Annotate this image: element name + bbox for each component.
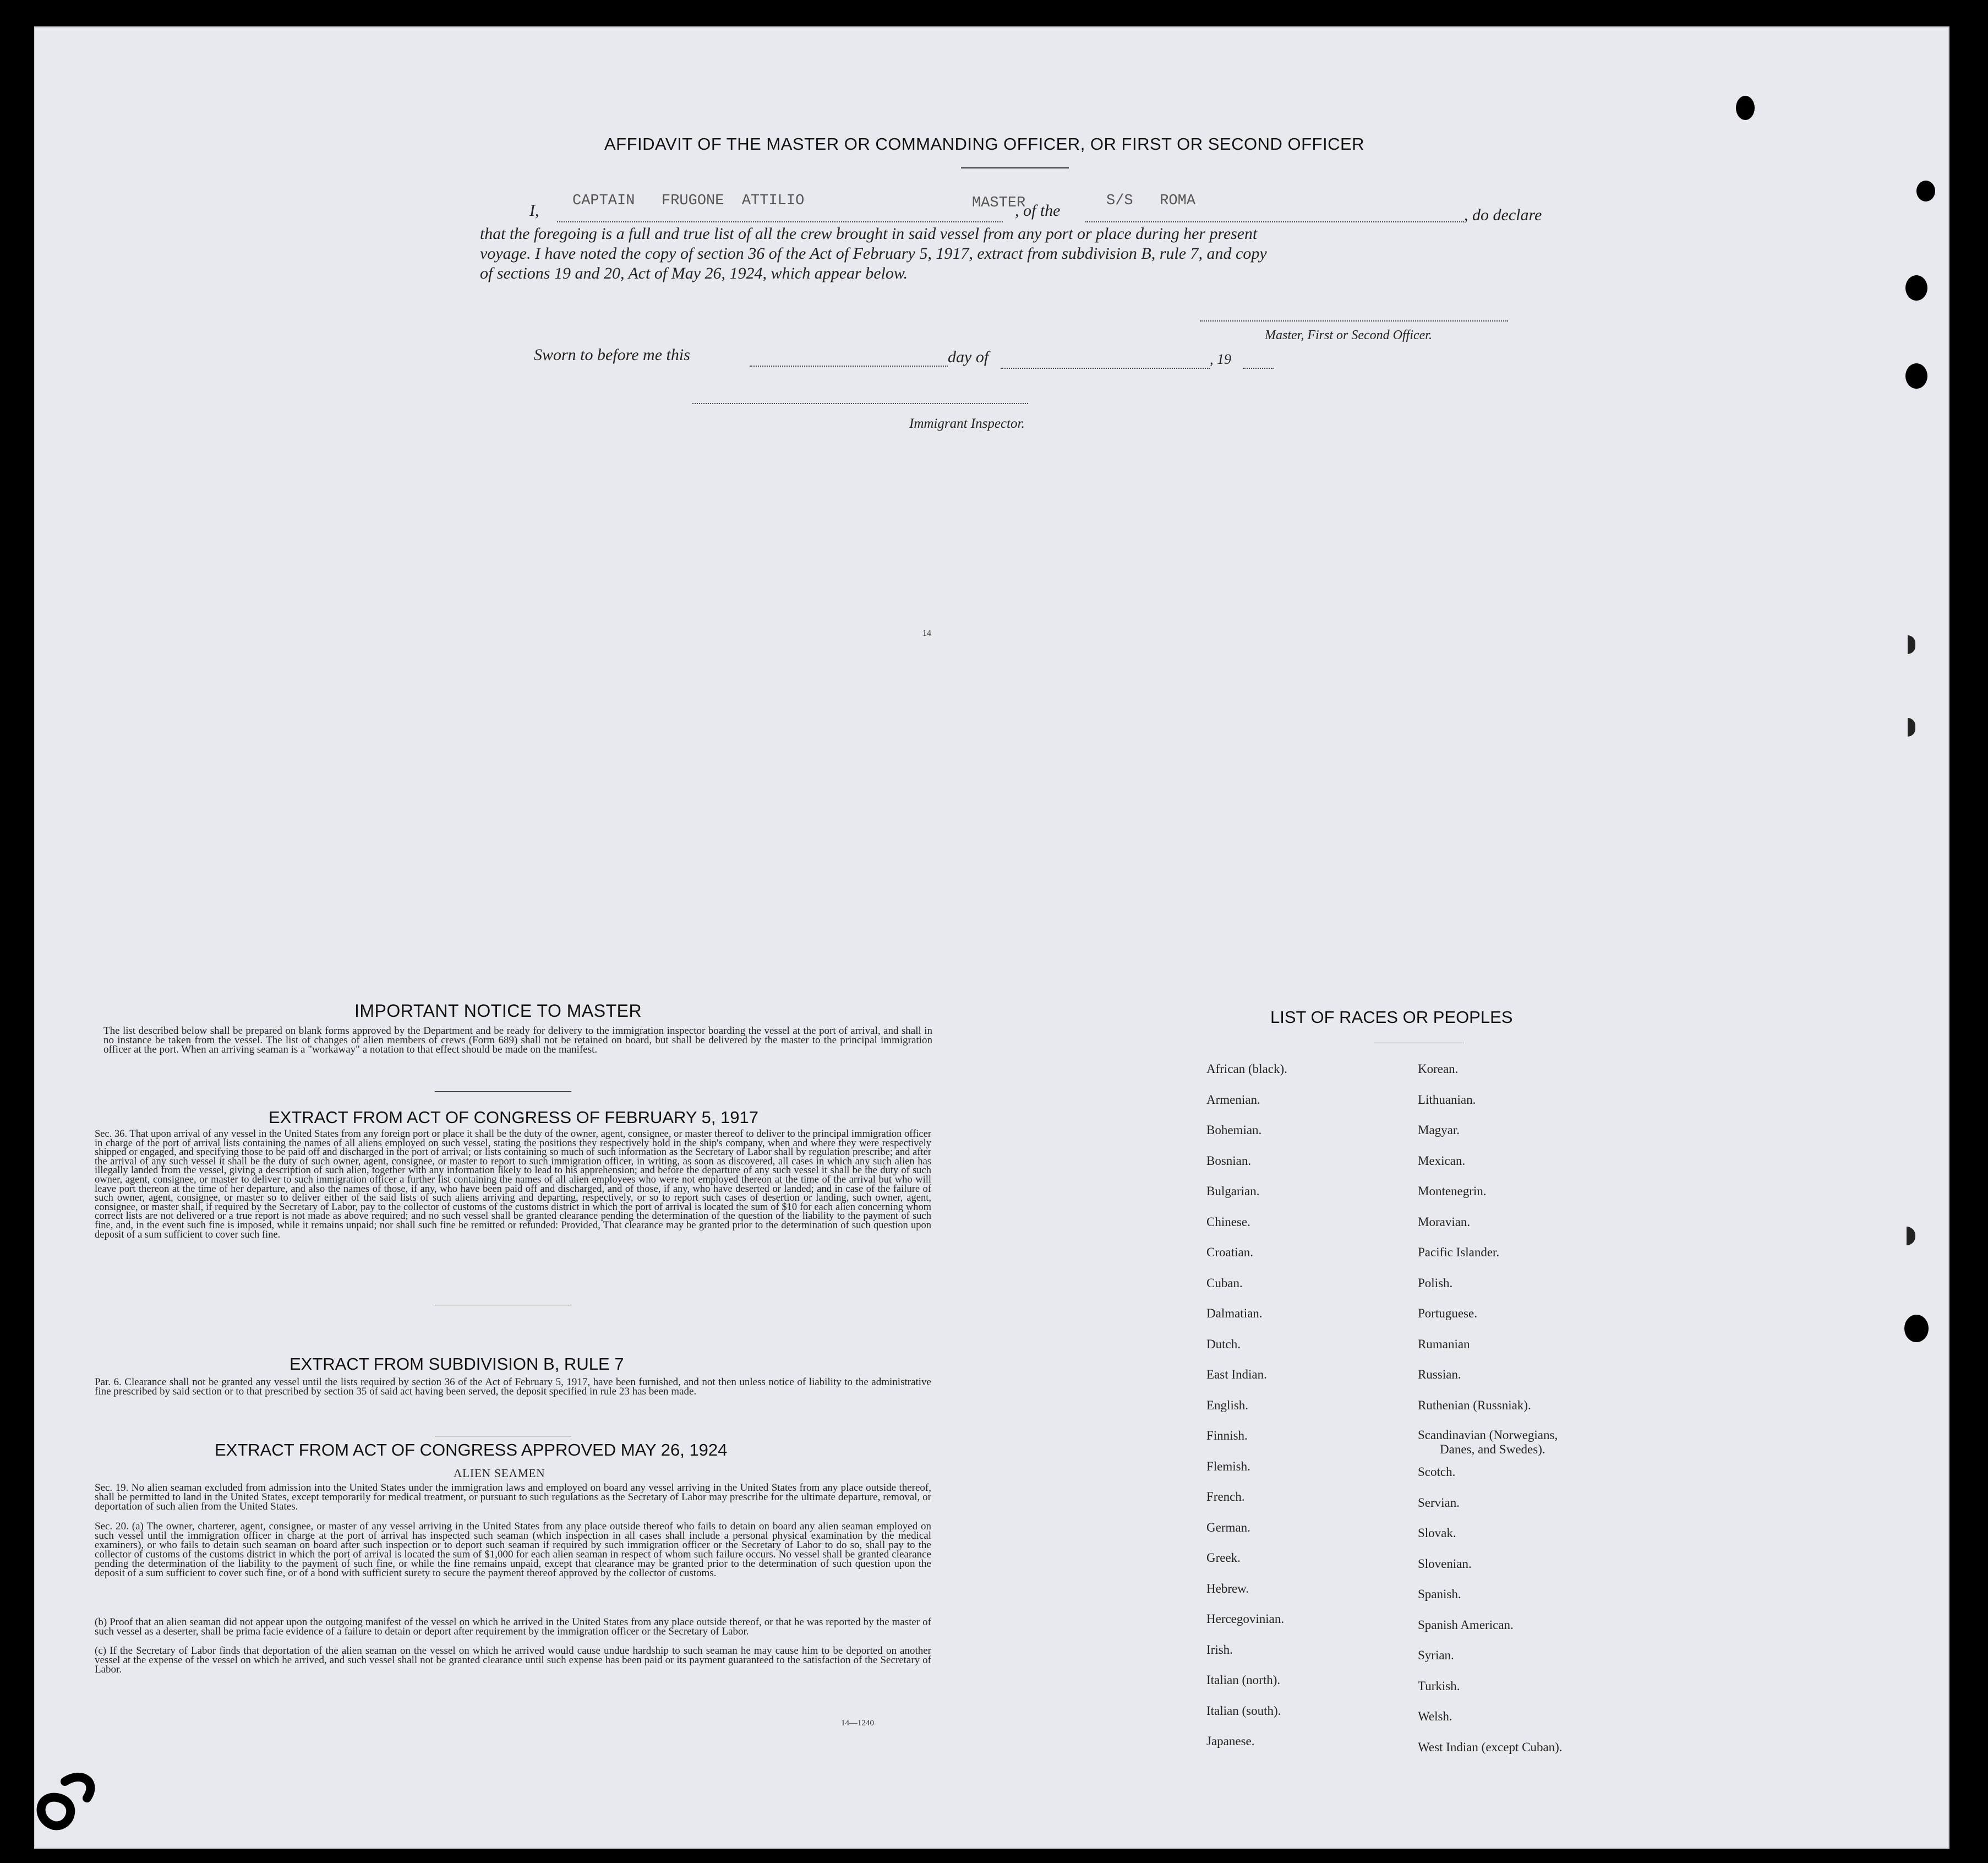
race-item: Armenian.: [1206, 1092, 1260, 1107]
race-item: Servian.: [1418, 1495, 1460, 1510]
master-signature-line[interactable]: [1200, 318, 1508, 322]
race-item: Montenegrin.: [1418, 1184, 1487, 1198]
race-item: Greek.: [1206, 1551, 1241, 1565]
race-item: English.: [1206, 1398, 1249, 1412]
punch-hole: [1736, 96, 1755, 120]
affidavit-line2: that the foregoing is a full and true list of all the crew brought in said vessel from any port or place during her present: [480, 225, 1258, 243]
page-mark: 14: [922, 629, 931, 638]
captain-rank: MASTER: [972, 195, 1026, 211]
race-item: Italian (south).: [1206, 1703, 1281, 1718]
divider: [961, 167, 1069, 168]
extract-1924-title: EXTRACT FROM ACT OF CONGRESS APPROVED MAY 26, 1924: [215, 1440, 728, 1459]
race-item: West Indian (except Cuban).: [1418, 1740, 1563, 1754]
race-item: Croatian.: [1206, 1245, 1253, 1259]
notice-text: The list described below shall be prepared on blank forms approved by the Department and be ready for delivery to the immigration inspector boarding the vessel at the port of arrival, and shall in no instance be taken from the vessel. The list of changes of alien members of crews (Form 689) shall not be retained on board, but shall be delivered by the master to the principal immigration officer at the port. When an arriving seaman is a "workaway" a notation to that effect should be made on the manifest.: [103, 1025, 932, 1055]
race-item: Spanish.: [1418, 1587, 1461, 1601]
extract-rule7-text: Par. 6. Clearance shall not be granted any vessel until the lists required by section 36 of the Act of February 5, 1917, have been furnished, and not then unless notice of liability to the administrative fine prescribed by said section or to that prescribed by section 35 of said act having been served, the deposit specified in rule 23 has been made.: [95, 1376, 931, 1397]
race-item: Korean.: [1418, 1062, 1459, 1076]
extract-1917-text: Sec. 36. That upon arrival of any vessel in the United States from any foreign port or place it shall be the duty of the owner, agent, consignee, or master thereof to deliver to the principal immigration officer in charge of the port of arrival lists containing the names of all aliens employed on such vessel, stating the positions they respectively hold in the ship's company, when and where they were respectively shipped or engaged, and specifying those to be paid off and discharged in the port of arrival; or lists containing so much of such information as the Secretary of Labor shall by regulation prescribe; and after the arrival of any such vessel it shall be the duty of such owner, agent, consignee, or master to report to such immigration officer, in writing, as soon as discovered, all cases in which any such alien has illegally landed from the vessel, giving a description of such alien, together with any information likely to lead to his apprehension; and before the departure of any such vessel it shall be the duty of such owner, agent, consignee, or master to deliver to such immigration officer a further list containing the names of all alien employees who were not employed thereon at the time of the arrival but who will leave port thereon at the time of her departure, and also the names of those, if any, who have been paid off and discharged, and of those, if any, who have deserted or landed; and in case of the failure of such owner, agent, consignee, or master so to deliver either of the said lists of such aliens arriving and departing, respectively, or so to report such cases of desertion or landing, such owner, agent, consignee, or master shall, if required by the Secretary of Labor, pay to the collector of customs of the customs district in which the port of arrival is located the sum of $10 for each alien concerning whom correct lists are not delivered or a true report is not made as above required; and no such vessel shall be granted clearance pending the determination of the question of the liability to the payment of such fine, and, in the event such fine is imposed, while it remains unpaid; nor shall such fine be remitted or refunded: Provided, That clearance may be granted prior to the determination of such question upon deposit of a sum sufficient to cover such fine.: [95, 1129, 931, 1240]
punch-hole: [1904, 1315, 1929, 1342]
binder-mark: [1908, 718, 1915, 737]
race-item: Bulgarian.: [1206, 1184, 1260, 1198]
document-page: [34, 26, 1949, 1849]
race-item: Moravian.: [1418, 1214, 1471, 1229]
extract-rule7-title: EXTRACT FROM SUBDIVISION B, RULE 7: [290, 1354, 624, 1374]
affidavit-line4: of sections 19 and 20, Act of May 26, 1924, which appear below.: [480, 264, 908, 282]
race-item: Slovenian.: [1418, 1556, 1472, 1571]
sworn-day-field[interactable]: [750, 349, 948, 367]
race-item: Irish.: [1206, 1642, 1233, 1657]
affidavit-title: AFFIDAVIT OF THE MASTER OR COMMANDING OFFICER, OR FIRST OR SECOND OFFICER: [604, 134, 1365, 154]
race-item: German.: [1206, 1520, 1250, 1534]
race-item: Dalmatian.: [1206, 1306, 1263, 1320]
race-item: Magyar.: [1418, 1123, 1460, 1137]
affidavit-line3: voyage. I have noted the copy of section 36 of the Act of February 5, 1917, extract from subdivision B, rule 7, and copy: [480, 244, 1267, 263]
race-item: Rumanian: [1418, 1337, 1470, 1351]
race-item: East Indian.: [1206, 1368, 1267, 1381]
race-item: Bohemian.: [1206, 1123, 1262, 1137]
punch-hole: [1905, 363, 1927, 389]
race-item: Chinese.: [1206, 1214, 1250, 1229]
binder-mark: [1907, 1227, 1915, 1245]
race-item: Dutch.: [1206, 1337, 1241, 1351]
extract-1917-title: EXTRACT FROM ACT OF CONGRESS OF FEBRUARY 5, 1917: [269, 1108, 759, 1127]
year-label: , 19: [1210, 351, 1231, 367]
master-signature-label: Master, First or Second Officer.: [1265, 328, 1432, 342]
alien-seamen-subtitle: ALIEN SEAMEN: [454, 1467, 545, 1480]
races-column-2: [1418, 1054, 1563, 1762]
extract-1924-sec20c: (c) If the Secretary of Labor finds that deportation of the alien seaman on the vessel on which he arrived would cause undue hardship to such seaman he may cause him to be deported on another vessel at the expense of the vessel on which he arrived, and such vessel shall not be granted clearance until such expense has been paid or its payment guaranteed to the satisfaction of the Secretary of Labor.: [95, 1645, 931, 1675]
race-item: Russian.: [1418, 1368, 1461, 1381]
extract-1924-sec20a: Sec. 20. (a) The owner, charterer, agent, consignee, or master of any vessel arriving in the United States from any place outside thereof who fails to detain on board any alien seaman employed on such vessel until the immigration officer in charge at the port of arrival has inspected such seaman (which inspection in all cases shall include a personal physical examination by the medical examiners), or who fails to detain such seaman on board after such inspection or to deport such seaman if required by such immigration officer or the Secretary of Labor to do so, shall pay to the collector of customs of the customs district in which the port of arrival is located the sum of $1,000 for each alien seaman in respect of whom such failure occurs. No vessel shall be granted clearance pending the determination of the liability to the payment of such fine, or while the fine remains unpaid, except that clearance may be granted prior to the determination of such question upon the deposit of a sum sufficient to cover such fine, or of a bond with sufficient surety to secure the payment thereof approved by the collector of customs.: [95, 1521, 931, 1579]
race-item: Spanish American.: [1418, 1617, 1514, 1632]
race-item: Slovak.: [1418, 1526, 1456, 1540]
race-item: Scandinavian (Norwegians,: [1418, 1428, 1558, 1442]
races-column-1: [1206, 1054, 1287, 1757]
race-item: Polish.: [1418, 1276, 1453, 1290]
sworn-label: Sworn to before me this: [534, 346, 690, 364]
affidavit-prefix: I,: [529, 201, 539, 220]
race-item: Danes, and Swedes).: [1440, 1442, 1545, 1456]
sworn-year-field[interactable]: [1243, 355, 1274, 369]
race-item: African (black).: [1206, 1062, 1287, 1076]
punch-hole: [1905, 275, 1927, 301]
inspector-label: Immigrant Inspector.: [909, 416, 1025, 431]
captain-name: CAPTAIN FRUGONE ATTILIO: [572, 193, 805, 209]
declare-label: , do declare: [1464, 206, 1542, 224]
race-item: Portuguese.: [1418, 1306, 1477, 1320]
vessel-name: S/S ROMA: [1106, 193, 1196, 209]
race-item: Finnish.: [1206, 1429, 1248, 1442]
race-item: Flemish.: [1206, 1459, 1250, 1473]
sworn-month-field[interactable]: [1001, 351, 1210, 369]
binder-mark: [1908, 635, 1915, 654]
race-item: Pacific Islander.: [1418, 1245, 1500, 1259]
punch-hole: [1916, 181, 1935, 201]
race-item: Syrian.: [1418, 1648, 1454, 1662]
race-item: Lithuanian.: [1418, 1092, 1476, 1107]
race-item: French.: [1206, 1490, 1245, 1504]
race-item: Scotch.: [1418, 1465, 1456, 1479]
race-item: Hercegovinian.: [1206, 1612, 1285, 1626]
race-item: Cuban.: [1206, 1276, 1243, 1290]
race-item: Ruthenian (Russniak).: [1418, 1398, 1531, 1412]
extract-1924-sec20b: (b) Proof that an alien seaman did not appear upon the outgoing manifest of the vessel on which he arrived in the United States from any place outside thereof, or that he was reported by the master of such vessel as a deserter, shall be prima facie evidence of a failure to detain or deport after requirement by the immigration officer or the Secretary of Labor.: [95, 1616, 931, 1637]
handwritten-mark-icon: [32, 1759, 103, 1837]
race-item: Mexican.: [1418, 1153, 1466, 1168]
day-of-label: day of: [948, 348, 989, 366]
race-item: Italian (north).: [1206, 1673, 1281, 1687]
races-title: LIST OF RACES OR PEOPLES: [1270, 1007, 1513, 1027]
race-item: Bosnian.: [1206, 1153, 1252, 1168]
notice-title: IMPORTANT NOTICE TO MASTER: [354, 1001, 642, 1021]
race-item: Hebrew.: [1206, 1581, 1249, 1595]
extract-1924-sec19: Sec. 19. No alien seaman excluded from admission into the United States under the immigration laws and employed on board any vessel arriving in the United States from any place outside thereof, shall be permitted to land in the United States, except temporarily for medical treatment, or pursuant to such regulations as the Secretary of Labor may prescribe for the ultimate departure, removal, or deportation of such alien from the United States.: [95, 1482, 931, 1512]
race-item: Welsh.: [1418, 1709, 1452, 1723]
inspector-signature-line[interactable]: [692, 401, 1028, 404]
race-item: Turkish.: [1418, 1679, 1460, 1693]
race-item: Japanese.: [1206, 1734, 1255, 1748]
divider: [435, 1091, 571, 1092]
form-number: 14—1240: [841, 1719, 874, 1728]
of-the-label: , of the: [1015, 201, 1061, 220]
